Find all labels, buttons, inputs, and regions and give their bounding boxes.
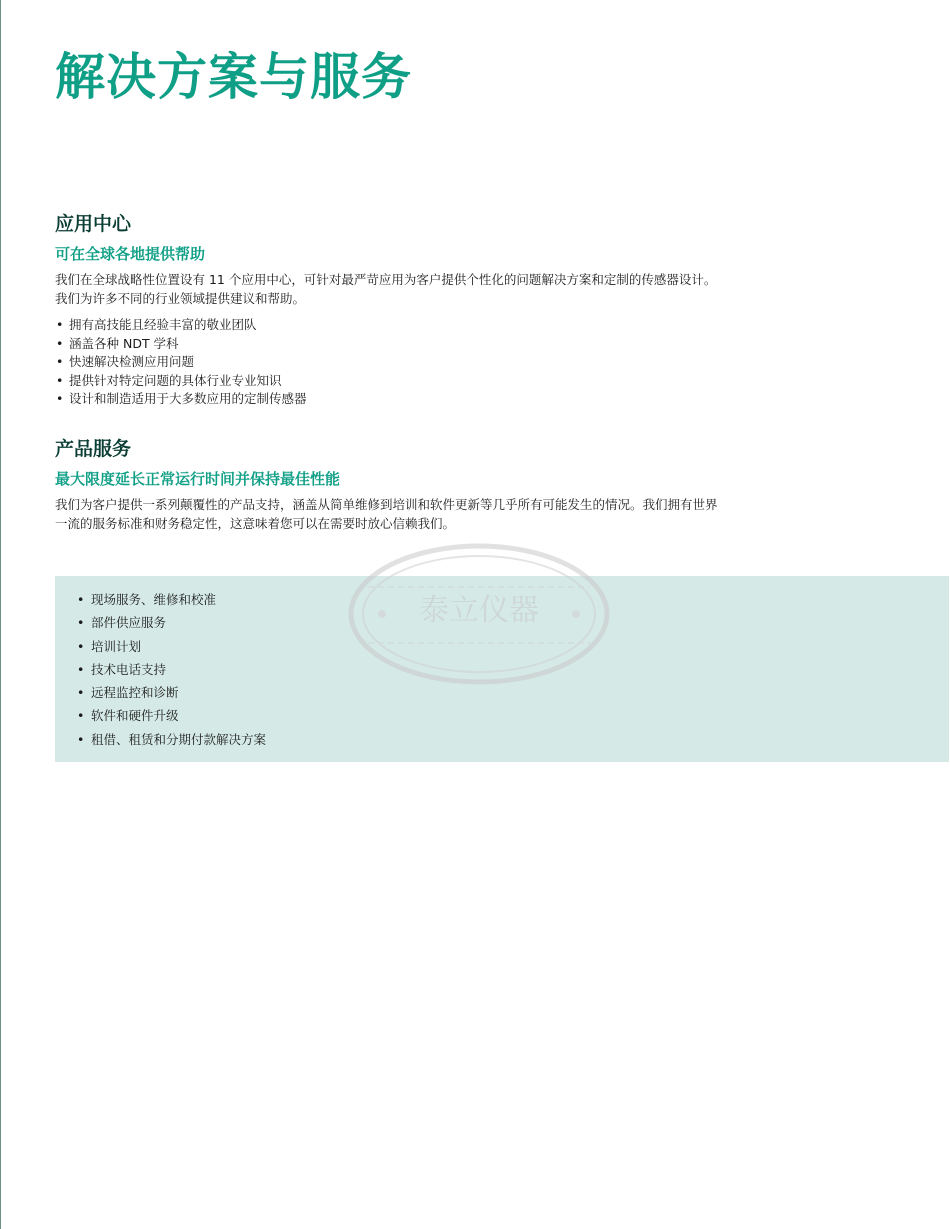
list-item-text: 技术电话支持 — [91, 661, 167, 677]
product-service-subheading: 最大限度延长正常运行时间并保持最佳性能 — [55, 470, 341, 488]
list-item — [55, 316, 755, 335]
product-service-heading: 产品服务 — [55, 438, 132, 460]
service-list-panel — [55, 576, 949, 762]
list-item — [77, 588, 266, 611]
application-center-bullet-list — [55, 316, 755, 409]
list-item — [77, 728, 266, 751]
product-service-body — [55, 496, 755, 533]
list-item — [77, 611, 266, 634]
list-item-text: 软件和硬件升级 — [91, 708, 179, 724]
list-item-text: 设计和制造适用于大多数应用的定制传感器 — [69, 391, 307, 406]
bullet-icon: • — [77, 685, 85, 701]
list-item — [55, 372, 755, 391]
bullet-icon: • — [77, 615, 85, 631]
list-item — [55, 353, 755, 372]
list-item — [77, 635, 266, 658]
page-title: 解决方案与服务 — [55, 48, 412, 106]
product-service-body-line-1: 我们为客户提供一系列颠覆性的产品支持，涵盖从简单维修到培训和软件更新等几乎所有可能发生的情况。我们拥有世界 — [55, 497, 718, 512]
list-item-text: 培训计划 — [91, 638, 142, 654]
bullet-icon: • — [77, 708, 85, 724]
application-center-body-line-1: 我们在全球战略性位置设有 11 个应用中心，可针对最严苛应用为客户提供个性化的问题解决方案和定制的传感器设计。 — [55, 272, 717, 287]
application-center-body — [55, 271, 755, 308]
bullet-icon: • — [77, 592, 85, 607]
list-item — [77, 704, 266, 727]
list-item — [55, 390, 755, 409]
service-list — [77, 588, 266, 751]
list-item-text: 快速解决检测应用问题 — [69, 354, 195, 369]
application-center-heading: 应用中心 — [55, 213, 132, 235]
bullet-icon: • — [56, 391, 64, 406]
list-item-text: 拥有高技能且经验丰富的敬业团队 — [69, 317, 257, 332]
list-item — [55, 335, 755, 354]
bullet-icon: • — [77, 661, 85, 677]
product-service-body-line-2: 一流的服务标准和财务稳定性，这意味着您可以在需要时放心信赖我们。 — [55, 515, 456, 531]
bullet-icon: • — [56, 372, 64, 388]
list-item-text: 远程监控和诊断 — [91, 685, 179, 701]
bullet-icon: • — [77, 731, 85, 747]
list-item — [77, 658, 266, 681]
bullet-icon: • — [56, 354, 64, 369]
application-center-subheading: 可在全球各地提供帮助 — [55, 245, 206, 263]
list-item — [77, 681, 266, 704]
application-center-body-line-2: 我们为许多不同的行业领域提供建议和帮助。 — [55, 290, 306, 306]
list-item-text: 部件供应服务 — [91, 615, 167, 631]
application-center-section — [55, 211, 755, 409]
list-item-text: 租借、租赁和分期付款解决方案 — [91, 731, 267, 747]
page-left-rule — [0, 0, 1, 1229]
list-item-text: 提供针对特定问题的具体行业专业知识 — [69, 372, 282, 388]
product-service-section — [55, 436, 755, 533]
bullet-icon: • — [56, 335, 64, 351]
list-item-text: 涵盖各种 NDT 学科 — [69, 335, 179, 351]
watermark-text: 泰立仪器 — [419, 593, 539, 628]
bullet-icon: • — [77, 638, 85, 654]
list-item-text: 现场服务、维修和校准 — [91, 592, 217, 607]
bullet-icon: • — [56, 317, 64, 332]
